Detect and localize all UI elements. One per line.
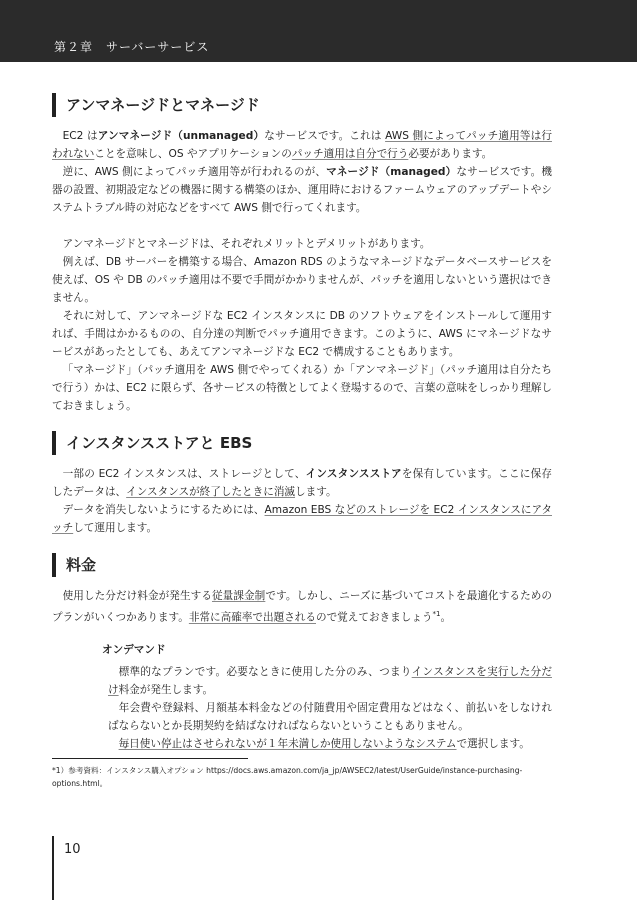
text-run: 標準的なプランです。必要なときに使用した分のみ、つまり	[118, 665, 412, 678]
paragraph: 例えば、DB サーバーを構築する場合、Amazon RDS のようなマネージドなデータベースサービスを使えば、OS や DB のパッチ適用は不要で手間がかかりませんが、パッチを適用しないという選択はできません。	[52, 256, 552, 304]
text-run: なサービスです。これは	[264, 130, 386, 142]
paragraph: それに対して、アンマネージドな EC2 インスタンスに DB のソフトウェアをインストールして運用すれば、手間はかかるものの、自分達の判断でパッチ適用できます。このように、AWS にマネージドなサービスがあったとしても、あえてアンマネージドな EC2 で構成することもあります。	[52, 310, 552, 358]
paragraph	[108, 663, 552, 699]
bold-term: インスタンスストア	[305, 468, 402, 480]
page-number: 10	[64, 842, 81, 857]
underlined-phrase: Amazon EBS などのストレージを EC2 インスタンスにアタッチ	[52, 504, 552, 534]
text-run: です。しかし、ニーズに基づいてコストを最適化するためのプランがいくつかあります。	[52, 590, 552, 624]
underlined-phrase: インスタンスが終了したときに消滅	[126, 486, 296, 498]
underlined-phrase: パッチ適用は自分で行う	[291, 148, 409, 160]
text-run: 必要があります。	[408, 148, 493, 160]
text-run: 使用した分だけ料金が発生する	[62, 590, 212, 602]
paragraph	[52, 587, 552, 627]
underlined-phrase: 毎日使い停止はさせられないが１年未満しか使用しないようなシステム	[118, 737, 457, 750]
page-body	[52, 85, 552, 753]
paragraph: アンマネージドとマネージドは、それぞれメリットとデメリットがあります。	[62, 238, 431, 250]
text-run: で選択します。	[456, 737, 530, 750]
section-heading-instance-store: インスタンスストアと EBS	[52, 431, 552, 455]
underlined-phrase: AWS 側によってパッチ適用等は行われない	[52, 130, 552, 160]
text-run: ことを意味し、OS やアプリケーションの	[94, 148, 292, 160]
paragraph	[52, 163, 552, 217]
text-run: 。	[440, 611, 452, 624]
bold-term: マネージド（managed）	[326, 166, 457, 178]
text-run: EC2 は	[62, 130, 98, 142]
ondemand-body	[108, 663, 552, 753]
section-heading-pricing: 料金	[52, 553, 552, 577]
paragraph	[52, 127, 552, 163]
underlined-phrase: インスタンスを実行した分だけ	[108, 665, 552, 696]
paragraph: 「マネージド」（パッチ適用を AWS 側でやってくれる）か「アンマネージド」（パッチ適用は自分たちで行う）かは、EC2 に限らず、各サービスの特徴としてよく登場するので、言葉の意味をしっかり理解しておきましょう。	[52, 364, 552, 412]
text-run: ので覚えておきましょう	[316, 611, 433, 624]
text-run: します。	[295, 486, 337, 498]
paragraph	[52, 501, 552, 537]
footnote: *1）参考資料：インスタンス購入オプション https://docs.aws.amazon.com/ja_jp/AWSEC2/latest/UserGuide/instance-purchasing-options.html。	[52, 766, 523, 788]
subheading-ondemand: オンデマンド	[102, 643, 166, 656]
footnote-marker[interactable]: *1	[432, 610, 441, 618]
text-run: 逆に、AWS 側によってパッチ適用等が行われるのが、	[62, 166, 327, 178]
paragraph	[108, 735, 552, 753]
bold-term: アンマネージド（unmanaged）	[97, 130, 265, 142]
chapter-title: 第２章 サーバーサービス	[54, 40, 210, 54]
text-run: なサービスです。機器の設置、初期設定などの機器に関する構築のほか、運用時におけるファームウェアのアップデートやシステムトラブル時の対応などをすべて AWS 側で行ってくれます。	[52, 166, 552, 214]
section-heading-managed: アンマネージドとマネージド	[52, 93, 552, 117]
text-run: 一部の EC2 インスタンスは、ストレージとして、	[62, 468, 306, 480]
footnote-divider	[52, 758, 248, 759]
text-run: 料金が発生します。	[118, 683, 214, 696]
text-run: データを消失しないようにするためには、	[62, 504, 265, 516]
underlined-phrase: 従量課金制	[211, 590, 266, 602]
paragraph: 年会費や登録料、月額基本料金などの付随費用や固定費用などはなく、前払いをしなければならないとか長期契約を結ばなければならないということもありません。	[108, 701, 552, 732]
text-run: を保有しています。ここに保存したデータは、	[52, 468, 552, 498]
chapter-header-bar	[0, 0, 637, 62]
page-number-rule	[52, 836, 54, 900]
underlined-phrase: 非常に高確率で出題される	[188, 611, 316, 624]
paragraph	[52, 465, 552, 501]
text-run: して運用します。	[73, 522, 158, 534]
